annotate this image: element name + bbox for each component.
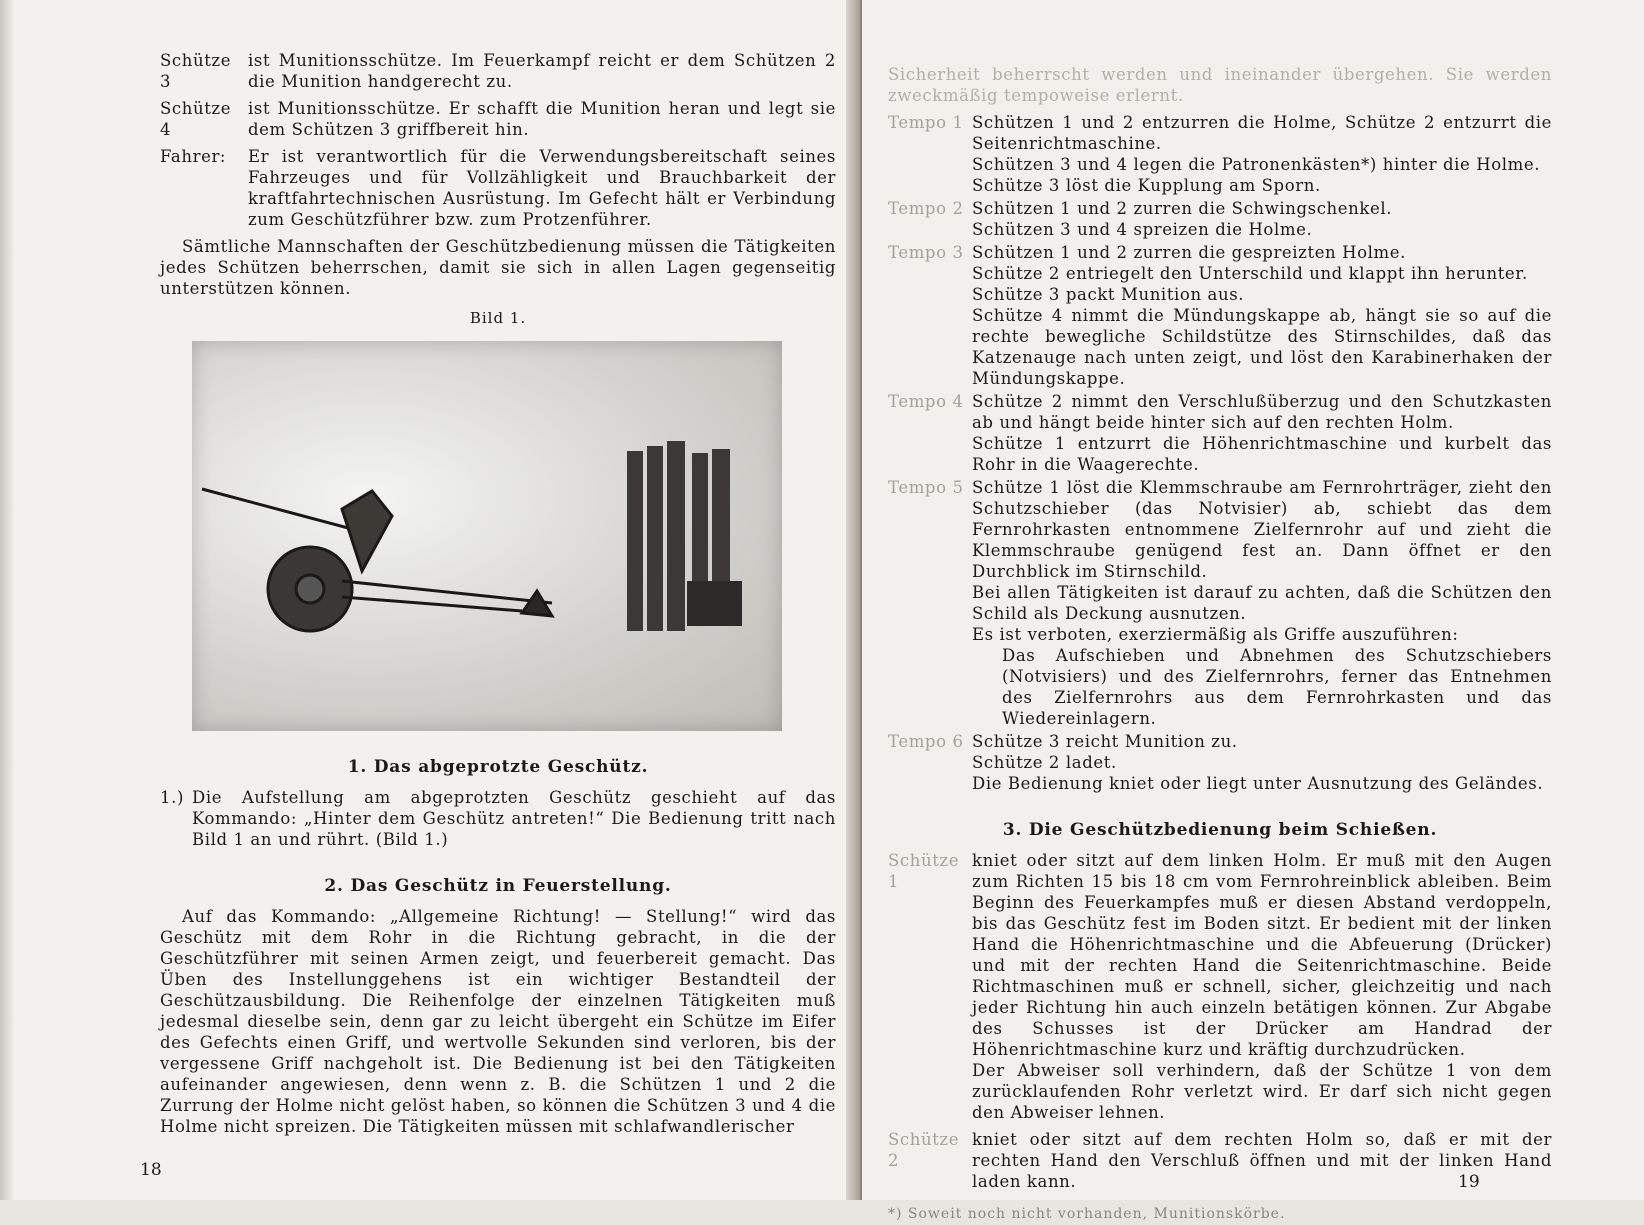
section-heading-1: 1. Das abgeprotzte Geschütz.: [347, 757, 649, 777]
tempo-line: Schütze 1 löst die Klemmschraube am Fernrohrträger, zieht den Schutzschieber (das Notvisier) ab, schiebt das dem Fernrohrkasten entnommene Zielfernrohr auf und zieht die Klemmschraube genügend fest an. Dann öffnet er den Durchblick im Stirnschild.: [972, 478, 1552, 581]
tempo-line: Schützen 3 und 4 spreizen die Holme.: [972, 220, 1313, 239]
section-heading-2: 2. Das Geschütz in Feuerstellung.: [324, 876, 672, 896]
tempo-line: Es ist verboten, exerziermäßig als Griffe auszuführen:: [972, 625, 1459, 644]
tempo-line: Schütze 1 entzurrt die Höhenrichtmaschine und kurbelt das Rohr in die Waagerechte.: [972, 434, 1552, 474]
role-schuetze-3: [160, 50, 836, 92]
list-item: [160, 787, 836, 850]
role-label: Schütze 4: [160, 99, 232, 139]
tempo-line: Schützen 1 und 2 zurren die gespreizten Holme.: [972, 243, 1406, 262]
role-label: Schütze 2: [888, 1130, 960, 1170]
tempo-label: Tempo 4: [888, 392, 964, 411]
tempo-line: Schütze 3 löst die Kupplung am Sporn.: [972, 176, 1321, 195]
tempo-line: Die Bedienung kniet oder liegt unter Ausnutzung des Geländes.: [972, 774, 1544, 793]
tempo-line: Schütze 2 entriegelt den Unterschild und klappt ihn herunter.: [972, 264, 1528, 283]
right-page: [862, 0, 1644, 1222]
role-label: Fahrer:: [160, 147, 227, 166]
footnote: *) Soweit noch nicht vorhanden, Munitionskörbe.: [888, 1206, 1286, 1222]
tempo-line: Schützen 1 und 2 zurren die Schwingschenkel.: [972, 199, 1393, 218]
page-number: 19: [1458, 1172, 1480, 1192]
tempo-4: [888, 391, 1552, 475]
tempo-line: Schütze 3 reicht Munition zu.: [972, 732, 1238, 751]
section-heading-3: 3. Die Geschützbedienung beim Schießen.: [1002, 820, 1438, 840]
role-fahrer: [160, 146, 836, 230]
tempo-2: [888, 198, 1552, 240]
role-label: Schütze 1: [888, 851, 960, 891]
role-label: Schütze 3: [160, 51, 232, 91]
tempo-line: Schütze 2 ladet.: [972, 753, 1117, 772]
role-text: Er ist verantwortlich für die Verwendungsbereitschaft seines Fahrzeuges und für Vollzähligkeit und Brauchbarkeit der kraftfahrtechnischen Ausrüstung. Im Gefecht hält er Verbindung zum Geschützführer bzw. zum Protzenführer.: [248, 147, 836, 229]
tempo-label: Tempo 2: [888, 199, 964, 218]
paragraph: Sämtliche Mannschaften der Geschützbedienung müssen die Tätigkeiten jedes Schützen beherrschen, damit sie sich in allen Lagen gegenseitig unterstützen können.: [160, 237, 836, 298]
role-text: ist Munitionsschütze. Im Feuerkampf reicht er dem Schützen 2 die Munition handgerecht zu.: [248, 51, 836, 91]
tempo-label: Tempo 1: [888, 113, 964, 132]
role-text: kniet oder sitzt auf dem rechten Holm so, daß er mit der rechten Hand den Verschluß öffnen und mit der linken Hand laden kann.: [972, 1130, 1552, 1191]
schuetze-1: [888, 850, 1552, 1123]
tempo-label: Tempo 3: [888, 243, 964, 262]
tempo-1: [888, 112, 1552, 196]
tempo-label: Tempo 6: [888, 732, 964, 751]
paragraph: Sicherheit beherrscht werden und ineinander übergehen. Sie werden zweckmäßig tempoweise erlernt.: [888, 65, 1552, 105]
tempo-3: [888, 242, 1552, 389]
figure-caption: Bild 1.: [469, 309, 527, 327]
tempo-5: [888, 477, 1552, 729]
tempo-line: Schütze 4 nimmt die Mündungskappe ab, hängt sie so auf die rechte bewegliche Schildstütze des Stirnschildes, daß das Katzenauge nach unten zeigt, und löst den Karabinerhaken der Mündungskappe.: [972, 306, 1552, 388]
tempo-line: Bei allen Tätigkeiten ist darauf zu achten, daß die Schützen den Schild als Deckung ausnutzen.: [972, 583, 1552, 623]
tempo-6: [888, 731, 1552, 794]
tempo-line: Schütze 2 nimmt den Verschlußüberzug und den Schutzkasten ab und hängt beide hinter sich auf den rechten Holm.: [972, 392, 1552, 432]
page-edge: [0, 0, 14, 1200]
tempo-line: Schützen 1 und 2 entzurren die Holme, Schütze 2 entzurrt die Seitenrichtmaschine.: [972, 113, 1552, 153]
role-text: ist Munitionsschütze. Er schafft die Munition heran und legt sie dem Schützen 3 griffbereit hin.: [248, 99, 836, 139]
role-text: Der Abweiser soll verhindern, daß der Schütze 1 von dem zurücklaufenden Rohr verletzt wird. Er darf sich nicht gegen den Abweiser lehnen.: [972, 1061, 1552, 1122]
role-text: kniet oder sitzt auf dem linken Holm. Er muß mit den Augen zum Richten 15 bis 18 cm vom Fernrohreinblick ableiben. Beim Beginn des Feuerkampfes muß er diesen Abstand verdoppeln, bis das Geschütz fest im Boden sitzt. Er bedient mit der linken Hand die Höhenrichtmaschine und die Abfeuerung (Drücker) und mit der rechten Hand die Seitenrichtmaschine. Beide Richtmaschinen muß er schnell, sicher, gleichzeitig und nach jeder Richtung hin auch einzeln betätigen können. Zur Abgabe des Schusses ist der Drücker am Handrad der Höhenrichtmaschine kurz und kräftig durchzudrücken.: [972, 851, 1552, 1059]
tempo-line: Schützen 3 und 4 legen die Patronenkästen*) hinter die Holme.: [972, 155, 1541, 174]
page-number: 18: [140, 1160, 162, 1180]
item-number: 1.): [160, 788, 184, 807]
item-text: Die Aufstellung am abgeprotzten Geschütz geschieht auf das Kommando: „Hinter dem Geschütz antreten!“ Die Bedienung tritt nach Bild 1 an und rührt. (Bild 1.): [192, 788, 836, 849]
tempo-sublist: Das Aufschieben und Abnehmen des Schutzschiebers (Notvisiers) und des Zielfernrohrs, ferner das Entnehmen des Zielfernrohrs aus dem Fernrohrkasten und das Wiedereinlagern.: [1002, 646, 1552, 728]
schuetze-2: [888, 1129, 1552, 1192]
paragraph: Auf das Kommando: „Allgemeine Richtung! — Stellung!“ wird das Geschütz mit dem Rohr in die Richtung gebracht, in die der Geschützführer mit seinen Armen zeigt, und feuerbereit gemacht. Das Üben des Instellunggehens ist ein wichtiger Bestandteil der Geschützausbildung. Die Reihenfolge der einzelnen Tätigkeiten muß jedesmal dieselbe sein, denn gar zu leicht übergeht ein Schütze im Eifer des Gefechts einen Griff, und wertvolle Sekunden sind verloren, bis der vergessene Griff nachgeholt ist. Die Bedienung ist bei den Tätigkeiten aufeinander angewiesen, denn wenn z. B. die Schützen 1 und 2 die Zurrung der Holme nicht gelöst haben, so können die Schützen 3 und 4 die Holme nicht spreizen. Die Tätigkeiten müssen mit schlafwandlerischer: [160, 907, 836, 1136]
photo-gun-crew: [192, 341, 782, 731]
role-schuetze-4: [160, 98, 836, 140]
tempo-line: Schütze 3 packt Munition aus.: [972, 285, 1245, 304]
tempo-label: Tempo 5: [888, 478, 964, 497]
